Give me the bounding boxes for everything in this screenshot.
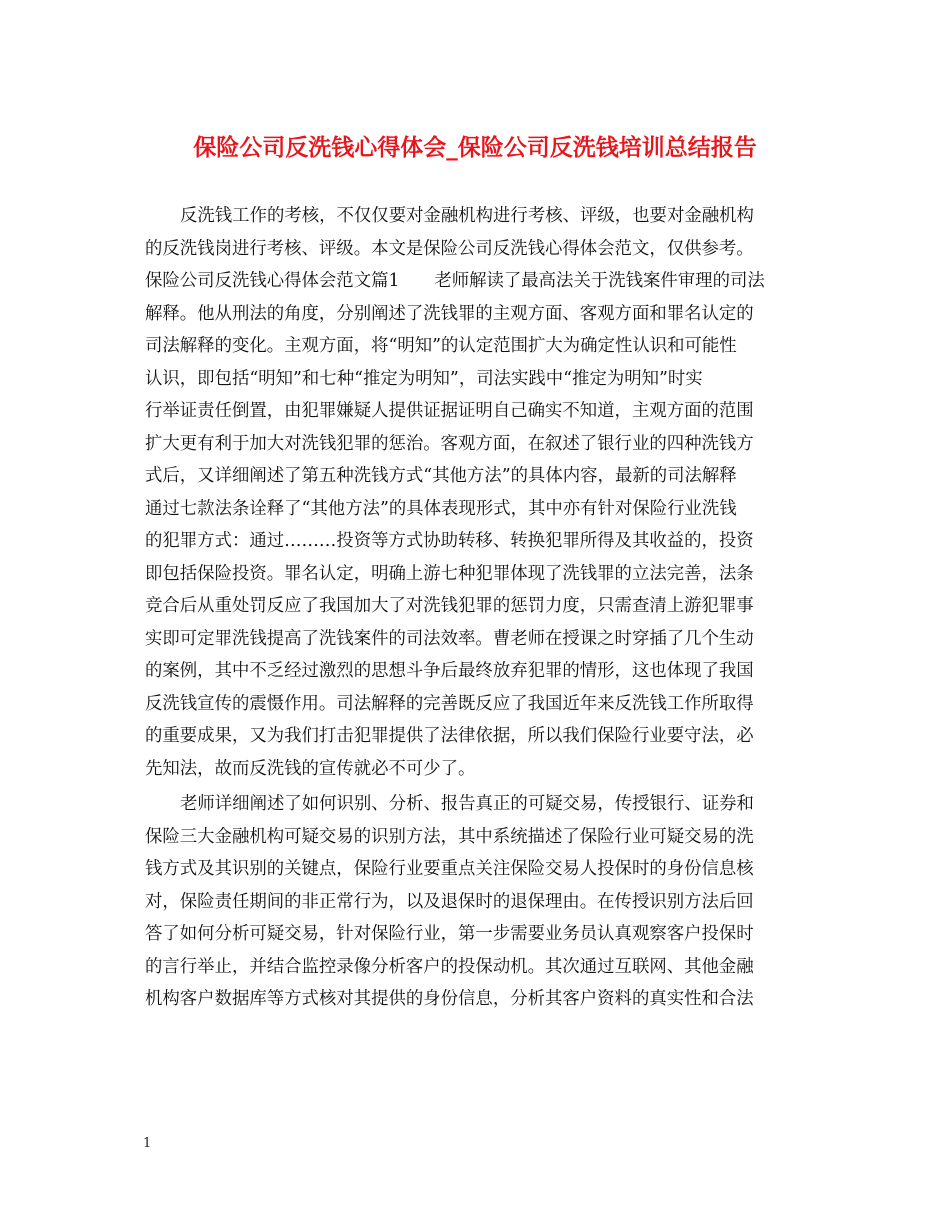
paragraph-2-line: 反洗钱宣传的震慑作用。司法解释的完善既反应了我国近年来反洗钱工作所取得 — [145, 693, 754, 714]
paragraph-2-line: 即包括保险投资。罪名认定，明确上游七种犯罪体现了洗钱罪的立法完善，法条 — [145, 563, 754, 584]
paragraph-2-line: 竞合后从重处罚反应了我国加大了对洗钱犯罪的惩罚力度，只需查清上游犯罪事 — [145, 596, 754, 616]
paragraph-2-line: 式后，又详细阐述了第五种洗钱方式“其他方法”的具体内容，最新的司法解释 — [145, 466, 737, 486]
paragraph-2-line: 扩大更有利于加大对洗钱犯罪的惩治。客观方面，在叙述了银行业的四种洗钱方 — [145, 433, 754, 454]
document-body — [145, 200, 810, 1016]
paragraph-2-line: 解释。他从刑法的角度，分别阐述了洗钱罪的主观方面、客观方面和罪名认定的 — [145, 303, 754, 324]
paragraph-1-line: 的反洗钱岗进行考核、评级。本文是保险公司反洗钱心得体会范文，仅供参考。 — [145, 238, 754, 259]
paragraph-3-line: 机构客户数据库等方式核对其提供的身份信息，分析其客户资料的真实性和合法 — [145, 989, 754, 1009]
paragraph-2-line: 的犯罪方式：通过………投资等方式协助转移、转换犯罪所得及其收益的，投资 — [145, 531, 754, 551]
paragraph-2-line: 先知法，故而反洗钱的宣传就必不可少了。 — [145, 758, 476, 779]
paragraph-1-line: 反洗钱工作的考核，不仅仅要对金融机构进行考核、评级，也要对金融机构 — [180, 206, 754, 226]
paragraph-2-line: 实即可定罪洗钱提高了洗钱案件的司法效率。曹老师在授课之时穿插了几个生动 — [145, 628, 754, 649]
page-number: 1 — [143, 1136, 152, 1151]
paragraph-2-line: 认识，即包括“明知”和七种“推定为明知”，司法实践中“推定为明知”时实 — [145, 368, 703, 389]
paragraph-3-line: 保险三大金融机构可疑交易的识别方法，其中系统描述了保险行业可疑交易的洗 — [145, 826, 754, 847]
paragraph-3-line: 的言行举止，并结合监控录像分析客户的投保动机。其次通过互联网、其他金融 — [145, 956, 754, 977]
paragraph-3-line: 答了如何分析可疑交易，针对保险行业，第一步需要业务员认真观察客户投保时 — [145, 924, 754, 944]
paragraph-2-line: 通过七款法条诠释了“其他方法”的具体表现形式，其中亦有针对保险行业洗钱 — [145, 498, 737, 519]
paragraph-2-line: 行举证责任倒置，由犯罪嫌疑人提供证据证明自己确实不知道，主观方面的范围 — [145, 401, 754, 421]
paragraph-3-line: 老师详细阐述了如何识别、分析、报告真正的可疑交易，传授银行、证券和 — [180, 794, 754, 814]
paragraph-2-line: 的案例，其中不乏经过激烈的思想斗争后最终放弃犯罪的情形，这也体现了我国 — [145, 661, 754, 681]
paragraph-3-line: 对，保险责任期间的非正常行为，以及退保时的退保理由。在传授识别方法后回 — [145, 891, 754, 912]
document-title: 保险公司反洗钱心得体会_保险公司反洗钱培训总结报告 — [193, 134, 757, 161]
paragraph-2-line: 保险公司反洗钱心得体会范文篇1 老师解读了最高法关于洗钱案件审理的司法 — [145, 271, 765, 291]
paragraph-2-line: 的重要成果，又为我们打击犯罪提供了法律依据，所以我们保险行业要守法，必 — [145, 726, 754, 746]
paragraph-3-line: 钱方式及其识别的关键点，保险行业要重点关注保险交易人投保时的身份信息核 — [145, 859, 754, 879]
paragraph-2-line: 司法解释的变化。主观方面，将“明知”的认定范围扩大为确定性认识和可能性 — [145, 336, 737, 356]
